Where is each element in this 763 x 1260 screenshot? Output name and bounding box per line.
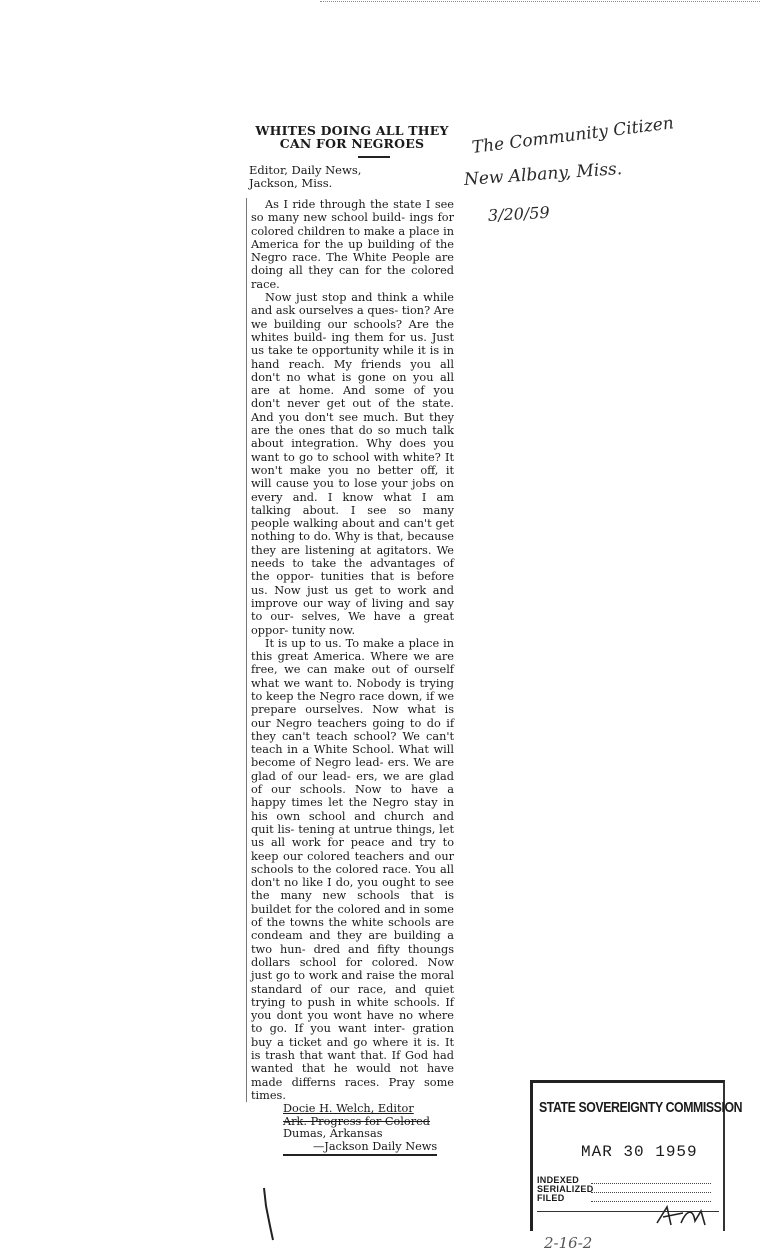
stamp-title: STATE SOVEREIGNTY COMMISSION [539, 1099, 743, 1116]
stamp-field-label: INDEXED [537, 1175, 580, 1185]
text-line: ers, we are glad of our schools. [251, 769, 454, 797]
headline-line-1: WHITES DOING ALL THEY [255, 123, 449, 138]
dateline-line-1: Editor, Daily News, [249, 163, 362, 177]
handwritten-publication-location: New Albany, Miss. [463, 158, 623, 190]
text-line: can't teach in a White School. [251, 729, 454, 757]
letter-paragraph [251, 291, 454, 637]
text-line: trying to push in white schools. [251, 995, 440, 1009]
stamp-field-label: SERIALIZED [537, 1184, 594, 1194]
signature-name: Docie H. Welch, Editor [283, 1102, 414, 1116]
text-line: standard of our race, and quiet [251, 982, 454, 996]
stamp-initials-scribble [653, 1201, 713, 1231]
text-line: our schools to the colored race. [251, 849, 454, 876]
text-line: where to go. If you want inter- [251, 1009, 454, 1036]
text-line: Why does you want to go to [251, 437, 454, 464]
text-line: ing them for us. Just us take [251, 330, 454, 358]
text-line: the white schools are condeam [251, 916, 455, 943]
text-line: You all don't no like I do, you [251, 862, 455, 890]
text-line: It is up to us. To make a [265, 636, 405, 650]
text-line: Where we are free, we can make [251, 650, 454, 677]
text-line: and they are building a two hun- [251, 929, 454, 956]
handwritten-file-number: 2-16-2 [544, 1234, 593, 1252]
text-line: Now just stop and think a [265, 291, 419, 305]
text-line: As I ride through the state I [265, 198, 431, 211]
text-line: see so many new school build- [251, 198, 454, 225]
headline-rule [358, 156, 390, 158]
text-line: The White People are doing all [251, 251, 454, 278]
text-line: up building of the Negro race. [251, 237, 454, 265]
text-line: schools that is buildet for the [251, 889, 454, 916]
text-line: to work and raise the moral [293, 969, 455, 983]
text-line: Negro teachers going to do if [275, 716, 455, 730]
text-line: keep our colored teachers and [251, 849, 430, 863]
text-line: people walking about and can't [251, 517, 432, 531]
text-line: hand reach. My friends you all [251, 357, 454, 371]
signature-location: Dumas, Arkansas [283, 1127, 383, 1141]
text-line: don't never get out of the state. [251, 397, 454, 411]
text-line: our way of living and say to our- [251, 596, 454, 624]
text-line: What will become of Negro lead- [251, 743, 454, 770]
signature-block [246, 1103, 454, 1155]
text-line: schools? Are the whites build- [251, 317, 454, 344]
letter-body [246, 198, 454, 1102]
text-line: races. Pray some times. [251, 1075, 454, 1102]
text-line: they can't teach school? We [251, 729, 420, 743]
newspaper-clipping [246, 124, 454, 1156]
headline-line-2: CAN FOR NEGROES [279, 136, 425, 151]
text-line: selves, We have a great oppor- [251, 610, 454, 637]
stamp-field-filed [537, 1193, 565, 1203]
text-line: tunities that is before us. Now [251, 570, 455, 597]
text-line: all work for peace and try to [270, 836, 454, 850]
text-line: talking about. I see so many [251, 503, 454, 517]
letter-paragraph [251, 637, 454, 1102]
text-line: out of ourself what we want to. [251, 663, 454, 690]
text-line: place in this great America. [251, 636, 454, 664]
text-line: they are the ones that do so [251, 410, 455, 438]
text-line: agitators. We needs to take [251, 543, 454, 571]
text-line: ings for colored children to [251, 211, 454, 238]
text-line: Now to have a happy times let [251, 783, 454, 810]
text-line: are at home. And some of you [251, 384, 454, 398]
text-line: school and church and quit lis- [251, 809, 454, 836]
text-line: while and ask ourselves a ques- [251, 291, 454, 318]
dateline-line-2: Jackson, Miss. [249, 176, 333, 190]
text-line: school with white? It won't [251, 450, 454, 477]
signature-organization: Ark. Progress for Colored [283, 1114, 431, 1128]
text-line: much talk about integration. [251, 424, 454, 451]
text-line: tening at untrue things, let us [251, 822, 455, 850]
text-line: that. If God had wanted that [251, 1049, 454, 1076]
text-line: If you dont you wont have no [251, 995, 454, 1023]
text-line: every and. I know what I am [251, 490, 454, 504]
text-line: cause you to lose your jobs on [276, 477, 454, 491]
text-line: tunity now. [291, 623, 356, 637]
margin-bracket-mark [262, 1186, 274, 1242]
dateline [249, 164, 454, 190]
text-line: ought to see the many new [251, 876, 454, 903]
text-line: the advantages of the oppor- [251, 557, 454, 584]
text-line: they can for the colored race. [251, 264, 454, 291]
headline [250, 124, 454, 150]
stamp-field-label: FILED [537, 1193, 565, 1203]
text-line: And you don't see much. But [251, 410, 424, 424]
text-line: Negro race down, if we prepare [251, 689, 455, 717]
letter-paragraph [251, 198, 454, 291]
top-dotted-border [320, 1, 760, 2]
handwritten-date: 3/20/59 [487, 202, 551, 225]
text-line: ourselves. Now what is our [251, 703, 454, 730]
text-line: the Negro stay in his own [251, 796, 454, 823]
text-line: ers. We are glad of our lead- [251, 756, 455, 783]
text-line: colored and in some of the towns [251, 902, 454, 930]
text-line: dred and fifty thoungs dollars [251, 942, 455, 969]
text-line: school for colored. Now just go [251, 955, 454, 983]
text-line: tion? Are we building our [251, 304, 455, 331]
text-line: Nobody is trying to keep the [251, 676, 454, 703]
text-line: just us get to work and improve [251, 583, 454, 610]
text-line: because they are listening at [251, 530, 454, 557]
text-line: gration buy a ticket and go [251, 1022, 454, 1049]
stamp-date: MAR 30 1959 [581, 1143, 698, 1161]
text-line: he would not have made differns [251, 1062, 454, 1089]
text-line: te opportunity while it is in [296, 344, 454, 358]
text-line: don't no what is gone on you all [251, 370, 454, 384]
text-line: get nothing to do. Why is that, [251, 517, 455, 544]
text-line: make a place in America for the [251, 224, 454, 251]
handwritten-publication-name: The Community Citizen [470, 113, 675, 158]
text-line: where it is. It is trash that want [251, 1035, 454, 1062]
commission-stamp [530, 1080, 743, 1231]
text-line: make you no better off, it will [251, 463, 454, 491]
source-credit: —Jackson Daily News [283, 1141, 437, 1156]
